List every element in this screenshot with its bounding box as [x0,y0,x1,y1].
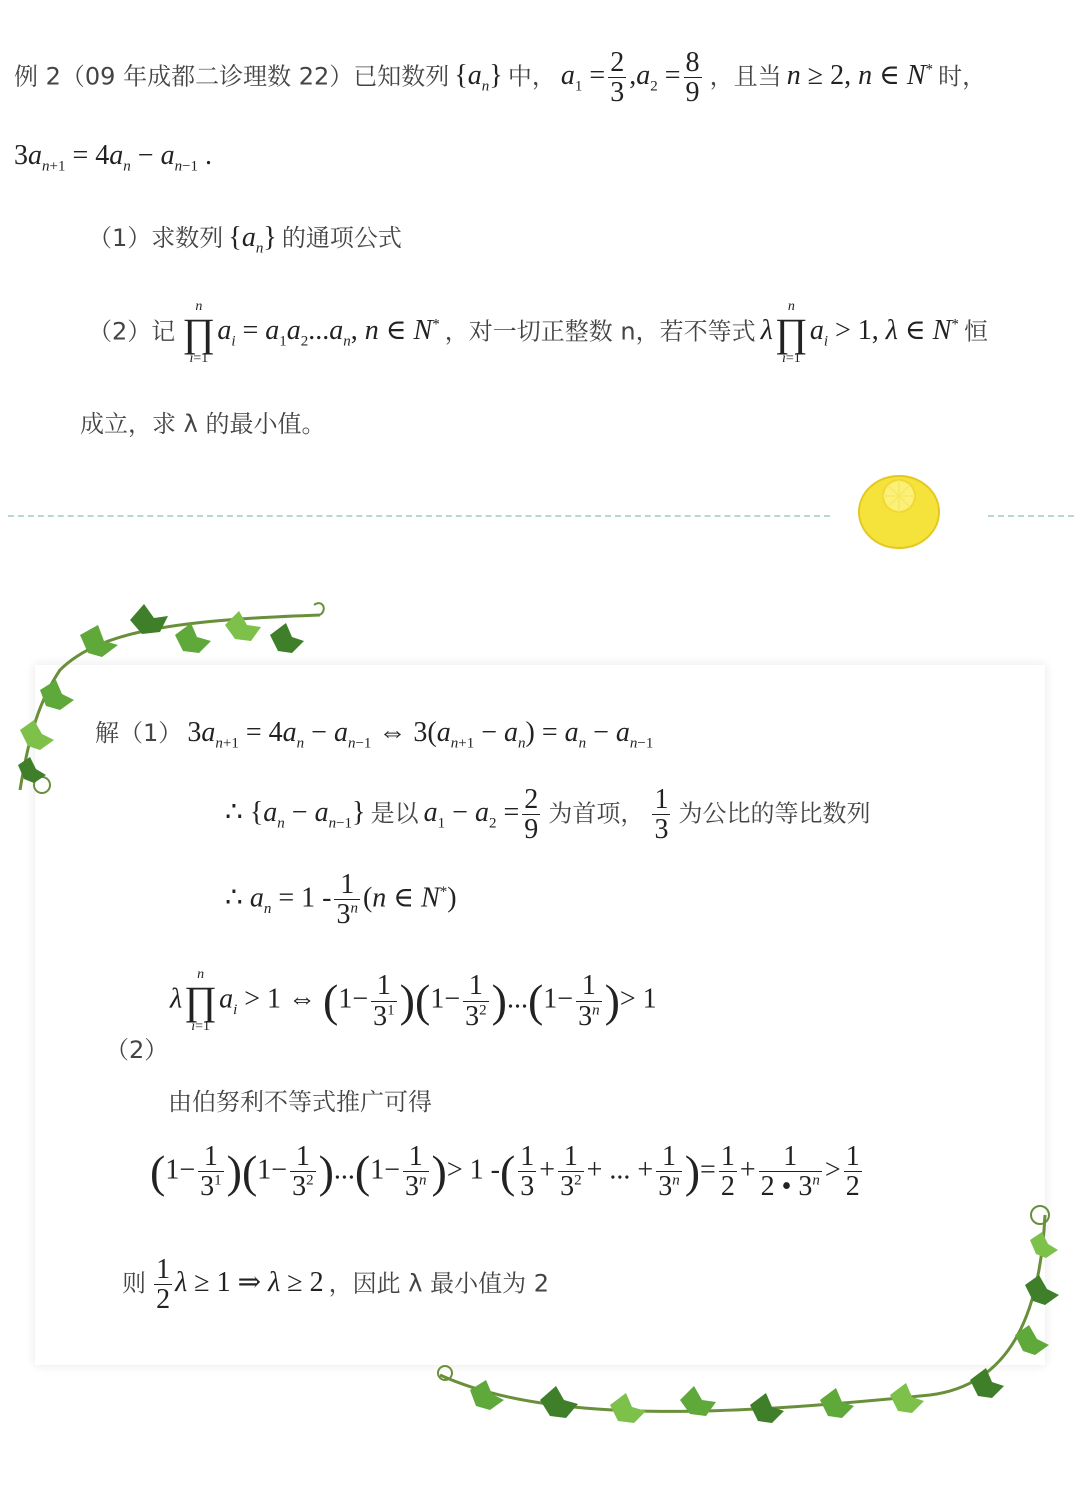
ivy-vine-bottom-right-icon [430,1195,1080,1465]
solution-label-2: （2） [105,1036,169,1064]
condition-text: ，且当 [709,62,782,91]
q2-inequality: λ n ∏ i=1 $a_i > 1$, λ ∈ N* [760,299,959,366]
ze-text: 则 [122,1269,146,1298]
q2-line-2: 成立，求 λ 的最小值。 [80,410,326,438]
problem-line-1 [14,48,986,108]
ratio: $\frac{1}{3}$ [654,784,669,846]
gongbi-text: 为公比的等比数列 [678,799,871,828]
q2-heng: 恒 [963,317,988,346]
q2-prefix: （2）记 [88,317,176,346]
shi-text: 是以 [370,799,419,828]
initial-values: $a_1$ = $\frac{2}{3}$ $,a_2$ = $\frac{8}{9}$ [560,47,700,109]
conclusion-line [122,1255,549,1315]
product-inequality: λ n ∏ i=1 $a_i > 1$ ⇔ (1− $\frac{1}{3^1}$ )(1− $\frac{1}{3^2}$ )...(1− $\frac{1}{3^n}$ )> 1 [170,967,657,1034]
bernoulli-text: 由伯努利不等式推广可得 [168,1088,432,1116]
first-term: $a_1 - a_2$ = $\frac{2}{9}$ [423,784,539,846]
shouxiang-text: 为首项， [548,799,645,828]
condition-tail: 时， [938,62,987,91]
q2-product-def: n ∏ i=1 $a_i = a_1a_2...a_n$, n ∈ N* [182,299,440,366]
problem-mid: 中， [507,62,556,91]
bernoulli-inequality: (1− $\frac{1}{3^1}$ )(1− $\frac{1}{3^2}$ )...(1− $\frac{1}{3^n}$ )> 1 -( $\frac{1}{3}$ + $\frac{1}{3^2}$ + ... + $\frac{1}{3^n}$ )= $\frac{1}{2}$ + $\frac{1}{2 • 3^n}$ > $\frac{1}{2}$ [150,1141,860,1203]
solution-line-2 [225,785,871,845]
q1-tail: 的通项公式 [281,224,402,252]
solution-line-1 [95,713,653,753]
condition-formula: n ≥ 2, n ∈ N* [786,60,933,92]
dashed-divider-right [988,515,1074,517]
question-1 [88,218,402,258]
lambda-bound: $\frac{1}{2}$ λ ≥ 1 ⇒ λ ≥ 2 [156,1254,324,1316]
lemon-icon [855,470,945,555]
q2-mid: ，对一切正整数 n，若不等式 [444,317,756,346]
recurrence-equivalence: $3a_{n+1} = 4a_n - a_{n-1}$ ⇔ $3(a_{n+1} - a_n) = a_n - a_{n-1}$ [187,717,654,752]
q1-label: （1）求数列 [88,224,224,252]
dashed-divider-left [8,515,830,517]
q1-sequence: $\{a_n\}$ [228,222,277,257]
question-2 [88,300,988,366]
sequence-an: $\{a_n\}$ [454,60,503,95]
recurrence-formula: $3a_{n+1} = 4a_n - a_{n-1}$ . [14,140,213,175]
difference-sequence: ∴ $\{a_n - a_{n-1}\}$ [225,797,366,832]
general-term: ∴ $a_n = 1$ - $\frac{1}{3^n}$ (n ∈ N*) [225,869,457,931]
problem-intro: 例 2（09 年成都二诊理数 22）已知数列 [14,62,450,91]
conclusion-text: ，因此 λ 最小值为 2 [328,1269,550,1298]
solution-label-1: 解（1） [95,719,183,747]
